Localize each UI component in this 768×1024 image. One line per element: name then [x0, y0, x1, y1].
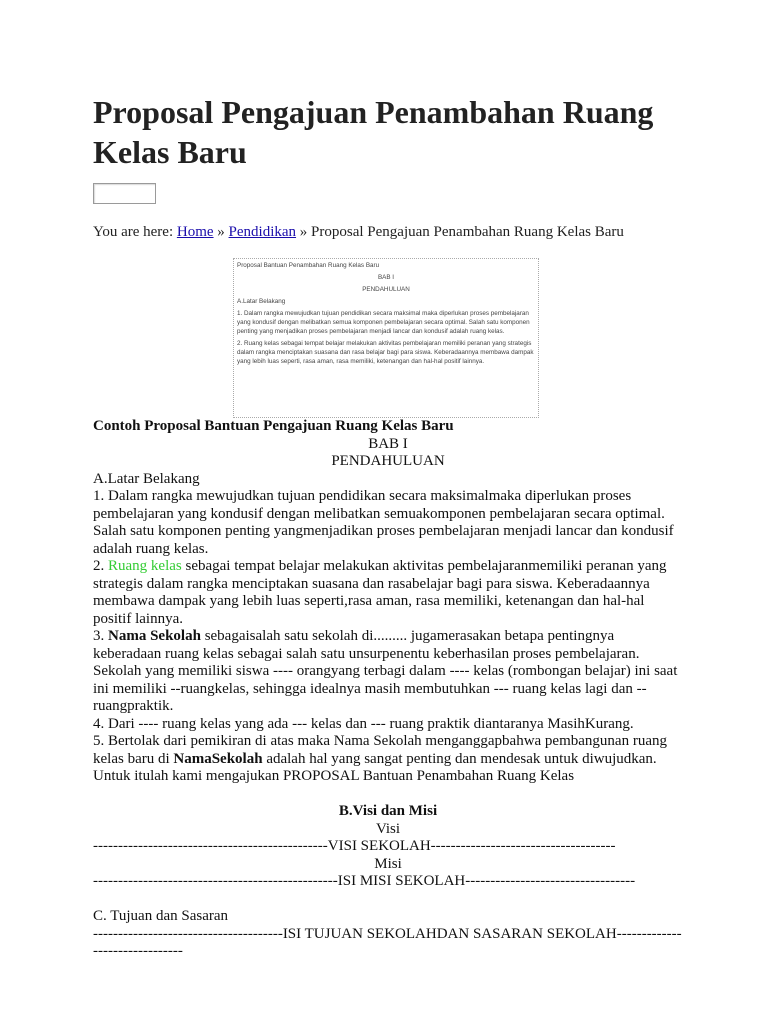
- chapter-title: PENDAHULUAN: [331, 453, 445, 469]
- paragraph-2-number: 2.: [93, 558, 108, 574]
- ruang-kelas-link[interactable]: Ruang kelas: [108, 558, 182, 574]
- paragraph-2-text: sebagai tempat belajar melakukan aktivitas pembelajaranmemiliki peranan yang strategis dalam rangka menciptakan suasana dan rasabelajar bagi para siswa. Keberadaannya membawa dampak yang lebih luas seperti,rasa aman, rasa memiliki, ketenangan dan hal-hal positif lainnya.: [93, 558, 667, 627]
- breadcrumb-category-link[interactable]: Pendidikan: [228, 224, 297, 240]
- paragraph-3-number: 3.: [93, 628, 108, 644]
- misi-label: Misi: [374, 855, 402, 872]
- article-body: [93, 418, 683, 961]
- breadcrumb-home-link[interactable]: Home: [176, 224, 214, 240]
- paragraph-2: [93, 558, 683, 628]
- paragraph-4: 4. Dari ---- ruang kelas yang ada --- kelas dan --- ruang praktik diantaranya MasihKurang.: [93, 715, 634, 732]
- article-heading: Contoh Proposal Bantuan Pengajuan Ruang Kelas Baru: [93, 418, 454, 434]
- paragraph-5: [93, 733, 683, 768]
- breadcrumb-separator: »: [296, 224, 312, 240]
- paragraph-3-bold: Nama Sekolah: [108, 628, 201, 644]
- section-latar-belakang: A.Latar Belakang: [93, 470, 200, 487]
- paragraph-1: 1. Dalam rangka mewujudkan tujuan pendidikan secara maksimalmaka diperlukan proses pembelajaran yang kondusif dengan melibatkan semuakomponen pembelajaran secara optimal. Salah satu komponen penting yangmenjadikan proses pembelajaran menjadi lancar dan kondusif adalah ruang kelas.: [93, 488, 674, 557]
- paragraph-3: [93, 628, 683, 716]
- thumbnail-paragraph-1: 1. Dalam rangka mewujudkan tujuan pendidikan secara maksimal maka diperlukan proses pembelajaran yang kondusif dengan melibatkan semua komponen pembelajaran secara optimal. Salah satu komponen penting yang menjadikan proses pembelajaran menjadi lancar dan kondusif adalah ruang kelas.: [237, 310, 530, 335]
- tujuan-heading: C. Tujuan dan Sasaran: [93, 908, 228, 924]
- page-title: Proposal Pengajuan Penambahan Ruang Kelas Baru: [93, 94, 654, 170]
- visi-misi-heading: B.Visi dan Misi: [338, 803, 438, 819]
- visi-label: Visi: [375, 820, 401, 837]
- search-input[interactable]: [93, 183, 156, 204]
- misi-line: -------------------------------------------------ISI MISI SEKOLAH----------------------------------: [93, 873, 636, 889]
- thumbnail-paragraph-2: 2. Ruang kelas sebagai tempat belajar melakukan aktivitas pembelajaran memiliki peranan yang strategis dalam rangka menciptakan suasana dan rasa belajar bagi para siswa. Keberadaannya membawa dampak yang lebih luas seperti, rasa aman, rasa memiliki, ketenangan dan hal-hal positif lainnya.: [237, 340, 534, 365]
- tujuan-line: --------------------------------------ISI TUJUAN SEKOLAHDAN SASARAN SEKOLAH-------------------------------: [93, 925, 682, 959]
- thumbnail-pendahuluan: PENDAHULUAN: [362, 286, 410, 293]
- visi-line: -----------------------------------------------VISI SEKOLAH-------------------------------------: [93, 838, 616, 854]
- breadcrumb-current: Proposal Pengajuan Penambahan Ruang Kelas Baru: [311, 224, 624, 240]
- breadcrumb-prefix: You are here:: [93, 224, 177, 240]
- breadcrumb-separator: »: [213, 224, 229, 240]
- thumbnail-bab: BAB I: [377, 274, 395, 281]
- thumbnail-heading: Proposal Bantuan Penambahan Ruang Kelas Baru: [237, 262, 380, 269]
- breadcrumb: [93, 222, 624, 242]
- paragraph-5-text-b: adalah hal yang sangat penting dan mendesak untuk diwujudkan.: [262, 750, 657, 767]
- chapter-label: BAB I: [368, 435, 408, 452]
- paragraph-3-text: sebagaisalah satu sekolah di......... jugamerasakan betapa pentingnya keberadaan ruang kelas sebagai salah satu unsurpenentu keberhasilan proses pembelajaran. Sekolah yang memiliki siswa ---- orangyang terbagi dalam ---- kelas (rombongan belajar) ini saat ini memiliki --ruangkelas, sehingga idealnya masih membutuhkan --- ruang kelas lagi dan -- ruangpraktik.: [93, 628, 678, 714]
- thumbnail-latar: A.Latar Belakang: [237, 298, 286, 305]
- paragraph-5-bold: NamaSekolah: [173, 750, 263, 767]
- paragraph-5-text-a: 5. Bertolak dari pemikiran di atas maka Nama Sekolah menganggapbahwa pembangunan ruang kelas baru di: [93, 733, 667, 767]
- document-thumbnail-image: [233, 258, 539, 418]
- paragraph-6: Untuk itulah kami mengajukan PROPOSAL Bantuan Penambahan Ruang Kelas: [93, 768, 575, 784]
